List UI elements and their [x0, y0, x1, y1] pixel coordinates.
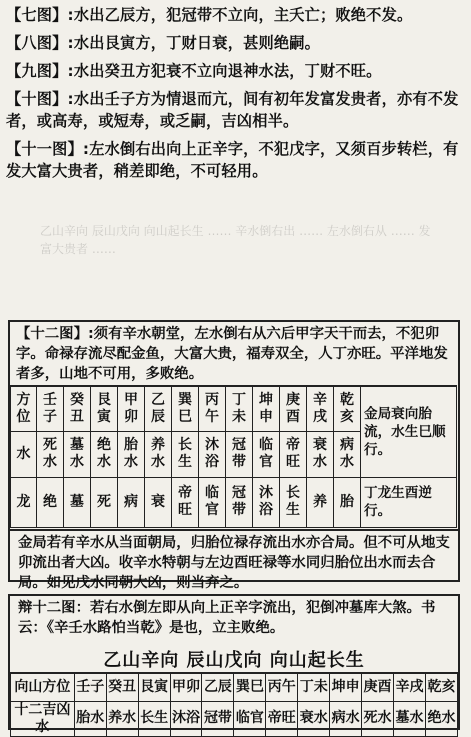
t2-value-cell: 养水: [106, 701, 138, 736]
t2-value-cell: 沐浴: [170, 701, 202, 736]
dragon-cell: 病: [118, 477, 145, 527]
water-cell: 绝水: [91, 431, 118, 477]
water-cell: 临官: [253, 431, 280, 477]
row-label-water: 水: [11, 431, 37, 477]
paragraph-diagram-11: 【十一图】:左水倒右出向上正辛字，不犯戊字，又须百步转栏，有发大富大贵者，稍差即绝，不可轻用。: [6, 140, 459, 180]
t2-row-label-direction: 向山方位: [11, 673, 75, 701]
water-cell: 衰水: [307, 431, 334, 477]
diagram-12-table: [10, 385, 457, 528]
t2-value-cell: 帝旺: [266, 701, 298, 736]
water-cell: 死水: [37, 431, 64, 477]
diagram-12-intro: 【十二图】:须有辛水朝堂，左水倒右从六后甲字天干而去，不犯卯字。命禄存流尽配金鱼，大富大贵，福寿双全，人丁亦旺。平洋地发者多，山地不可用，多败绝。: [16, 326, 448, 382]
row-label-dragon: 龙: [11, 477, 37, 527]
t2-row-label-values: 十二吉凶水: [11, 701, 75, 736]
direction-cell: 辛戌: [307, 386, 334, 431]
dragon-cell: 胎: [334, 477, 361, 527]
t2-direction-cell: 丁未: [298, 673, 330, 701]
t2-value-cell: 衰水: [298, 701, 330, 736]
twelve-water-table: [10, 672, 458, 737]
direction-cell: 甲卯: [118, 386, 145, 431]
t2-row-directions: [11, 673, 458, 701]
dragon-cell: 养: [307, 477, 334, 527]
t2-value-cell: 绝水: [425, 701, 457, 736]
t2-direction-cell: 庚酉: [362, 673, 394, 701]
paragraph-diagram-8: 【八图】:水出艮寅方，丁财日衰，甚则绝嗣。: [6, 34, 321, 52]
t2-value-cell: 死水: [362, 701, 394, 736]
t2-direction-cell: 艮寅: [138, 673, 170, 701]
t2-direction-cell: 坤申: [330, 673, 362, 701]
t2-row-values: [11, 701, 458, 736]
direction-cell: 庚酉: [280, 386, 307, 431]
rebuttal-box: [8, 594, 460, 735]
paragraph-diagram-10: 【十图】:水出壬子方为情退而亢，间有初年发富发贵者，亦有不发者，或高寿，或短寿，或乏嗣，吉凶相半。: [6, 90, 459, 130]
table-row-dragon: [11, 477, 457, 527]
dragon-cell: 临官: [199, 477, 226, 527]
t2-value-cell: 墓水: [394, 701, 426, 736]
diagram-12-explanation: [10, 529, 458, 591]
paragraph-diagram-9: 【九图】:水出癸丑方犯衰不立向退神水法，丁财不旺。: [6, 62, 382, 80]
dragon-cell: 沐浴: [253, 477, 280, 527]
direction-cell: 丁未: [226, 386, 253, 431]
rebuttal-text: 辩十二图：若右水倒左即从向上正辛字流出，犯倒冲墓库大煞。书云：《辛壬水路怕当乾》是也，立主败绝。: [18, 600, 436, 636]
water-cell: 墓水: [64, 431, 91, 477]
water-cell: 沐浴: [199, 431, 226, 477]
t2-direction-cell: 癸丑: [106, 673, 138, 701]
direction-cell: 丙午: [199, 386, 226, 431]
dragon-cell: 衰: [145, 477, 172, 527]
note-cell-bottom: 丁龙生酉逆行。: [361, 477, 457, 527]
water-cell: 冠带: [226, 431, 253, 477]
dragon-cell: 墓: [64, 477, 91, 527]
t2-direction-cell: 丙午: [266, 673, 298, 701]
direction-cell: 乾亥: [334, 386, 361, 431]
direction-cell: 癸丑: [64, 386, 91, 431]
section-heading: 乙山辛向 辰山戊向 向山起长生: [103, 650, 365, 671]
t2-direction-cell: 甲卯: [170, 673, 202, 701]
direction-cell: 巽巳: [172, 386, 199, 431]
note-cell-top: 金局衰向胎流，水生巳顺行。: [361, 386, 457, 477]
t2-direction-cell: 壬子: [74, 673, 106, 701]
dragon-cell: 绝: [37, 477, 64, 527]
t2-value-cell: 冠带: [202, 701, 234, 736]
dragon-cell: 帝旺: [172, 477, 199, 527]
water-cell: 帝旺: [280, 431, 307, 477]
direction-cell: 坤申: [253, 386, 280, 431]
water-cell: 养水: [145, 431, 172, 477]
direction-cell: 乙辰: [145, 386, 172, 431]
dragon-cell: 长生: [280, 477, 307, 527]
t2-value-cell: 胎水: [74, 701, 106, 736]
water-cell: 胎水: [118, 431, 145, 477]
dragon-cell: 死: [91, 477, 118, 527]
water-cell: 病水: [334, 431, 361, 477]
t2-value-cell: 病水: [330, 701, 362, 736]
table-row-directions: [11, 386, 457, 431]
row-label-direction: 方位: [11, 386, 37, 431]
bleed-through-text: 乙山辛向 辰山戊向 向山起长生 …… 辛水倒右出 …… 左水倒右从 …… 发富大贵者 ……: [40, 224, 431, 256]
t2-value-cell: 长生: [138, 701, 170, 736]
dragon-cell: 冠带: [226, 477, 253, 527]
water-cell: 长生: [172, 431, 199, 477]
t2-direction-cell: 巽巳: [234, 673, 266, 701]
t2-direction-cell: 辛戌: [394, 673, 426, 701]
t2-direction-cell: 乙辰: [202, 673, 234, 701]
t2-value-cell: 临官: [234, 701, 266, 736]
diagram-12-box: [8, 320, 460, 591]
paragraph-diagram-7: 【七图】:水出乙辰方，犯冠带不立向，主夭亡；败绝不发。: [6, 6, 413, 24]
t2-direction-cell: 乾亥: [425, 673, 457, 701]
explanation-text: 金局若有辛水从当面朝局，归胎位禄存流出水亦合局。但不可从地支卯流出者大凶。收辛水特朝与左边酉旺禄等水同归胎位出水而去合局。如见戊水同朝大凶，则当弃之。: [18, 535, 450, 591]
direction-cell: 壬子: [37, 386, 64, 431]
direction-cell: 艮寅: [91, 386, 118, 431]
